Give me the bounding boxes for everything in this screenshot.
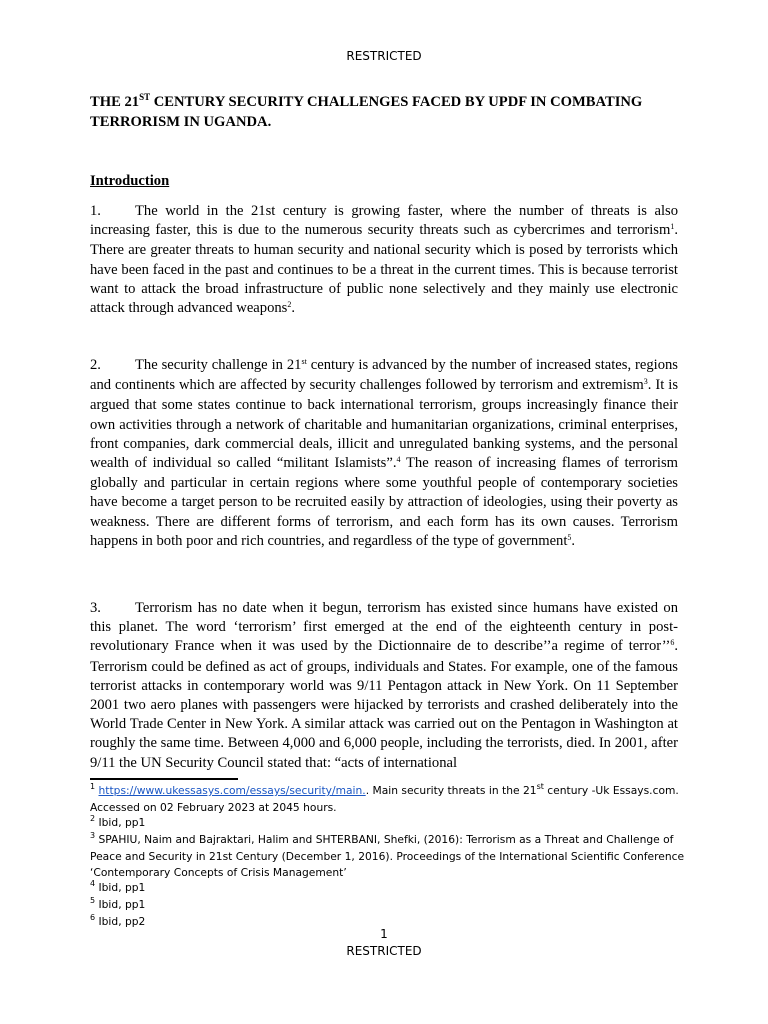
footnote-text: century -Uk Essays.com. Accessed on 02 February 2023 at 2045 hours. bbox=[90, 784, 679, 814]
paragraph-text: century is advanced by the number of increased states, regions and continents which are affected by security challenges followed by terrorism and extremism bbox=[90, 357, 678, 394]
footnote-mark: 2 bbox=[90, 814, 96, 824]
page-number: 1 bbox=[380, 927, 388, 941]
footnote-ref: 6 bbox=[670, 638, 675, 648]
footnote-ref: 5 bbox=[567, 532, 572, 542]
footnote-text: . Main security threats in the 21 bbox=[365, 784, 537, 797]
title-prefix: THE 21 bbox=[90, 94, 140, 110]
footnote-mark: 3 bbox=[90, 831, 96, 841]
footnote-ref: 4 bbox=[396, 455, 401, 465]
footnote-text: Ibid, pp2 bbox=[98, 914, 146, 928]
paragraph-text: . bbox=[291, 300, 295, 317]
footnote-mark: 1 bbox=[90, 782, 96, 791]
footnote-mark: 6 bbox=[90, 912, 96, 922]
paragraph-number: 1. bbox=[90, 203, 101, 219]
document-title bbox=[90, 93, 678, 132]
footnote-1 bbox=[90, 783, 690, 815]
paragraph-text: . It is argued that some states continue to back international terrorism, groups increasingly finance their own activities through a network of charitable and humanitarian organizations, criminal enterprises, front companies, dark commercial deals, illicit and unregulated banking systems, and the personal wealth of individual so called “militant Islamists”. bbox=[90, 377, 678, 472]
footnote-5 bbox=[90, 897, 690, 914]
ordinal-superscript: st bbox=[301, 357, 307, 366]
footnote-mark: 4 bbox=[90, 879, 96, 889]
footnote-text: Ibid, pp1 bbox=[98, 897, 146, 911]
section-heading-introduction: Introduction bbox=[90, 173, 170, 189]
paragraph-text: . There are greater threats to human security and national security which is posed by terrorists which have been faced in the past and continues to be a threat in the current times. This is because terrorist want to attack the broad infrastructure of public none selectively and they mainly use electronic attack through advanced weapons bbox=[90, 222, 678, 317]
paragraph-text: The security challenge in 21 bbox=[135, 357, 302, 373]
footnotes bbox=[90, 783, 690, 930]
title-superscript: ST bbox=[139, 92, 151, 102]
paragraph-text: Terrorism has no date when it begun, terrorism has existed since humans have existed on this planet. The word ‘terrorism’ first emerged at the end of the eighteenth century in post-revolutionary France when it was used by the Dictionnaire de to describe’’a regime of terror’’ bbox=[90, 600, 678, 655]
paragraph-number: 2. bbox=[90, 357, 101, 373]
footnote-ref: 2 bbox=[287, 300, 292, 310]
paragraph-number: 3. bbox=[90, 600, 101, 616]
paragraph-text: . Terrorism could be defined as act of groups, individuals and States. For example, one of the famous terrorist attacks in contemporary world was 9/11 Pentagon attack in New York. On 11 September 2001 two aero planes with passengers were hijacked by terrorists and crashed deliberately into the World Trade Center in New York. A similar attack was carried out on the Pentagon in Washington at roughly the same time. Between 4,000 and 6,000 people, including the terrorists, died. In 2001, after 9/11 the UN Security Council stated that: “acts of international bbox=[90, 638, 678, 771]
footnote-separator bbox=[90, 778, 238, 780]
paragraph-1 bbox=[90, 202, 678, 319]
footnote-2 bbox=[90, 815, 690, 832]
footnote-ref: 3 bbox=[643, 377, 648, 387]
paragraph-3 bbox=[90, 599, 678, 773]
ordinal-superscript: st bbox=[536, 782, 544, 791]
footnote-mark: 5 bbox=[90, 895, 96, 905]
footnote-4 bbox=[90, 880, 690, 897]
header-classification-marking: RESTRICTED bbox=[346, 49, 422, 63]
footnote-link[interactable]: https://www.ukessasys.com/essays/security/main. bbox=[98, 784, 366, 797]
footnote-text: Ibid, pp1 bbox=[98, 816, 146, 830]
footnote-text: Ibid, pp1 bbox=[98, 881, 146, 895]
footnote-ref: 1 bbox=[670, 222, 675, 232]
title-rest: CENTURY SECURITY CHALLENGES FACED BY UPDF IN COMBATING TERRORISM IN UGANDA. bbox=[90, 94, 643, 130]
paragraph-text: . bbox=[571, 532, 576, 549]
footer-classification-marking: RESTRICTED bbox=[346, 944, 422, 958]
paragraph-2 bbox=[90, 356, 678, 552]
paragraph-text: The reason of increasing flames of terrorism globally and particular in certain regions where some youthful people of contemporary societies have become a target person to be recruited easily by attraction of ideologies, using their poverty as weakness. There are different forms of terrorism, and each form has its own causes. Terrorism happens in both poor and rich countries, and regardless of the type of government bbox=[90, 455, 678, 549]
footnote-text: SPAHIU, Naim and Bajraktari, Halim and SHTERBANI, Shefki, (2016): Terrorism as a Threat and Challenge of Peace and Security in 21st Century (December 1, 2016). Proceedings of the International Scientific Conference ‘Contemporary Concepts of Crisis Management’ bbox=[90, 833, 685, 879]
footnote-3 bbox=[90, 832, 690, 880]
paragraph-text: The world in the 21st century is growing faster, where the number of threats is also increasing faster, this is due to the numerous security threats such as cybercrimes and terrorism bbox=[90, 203, 678, 239]
